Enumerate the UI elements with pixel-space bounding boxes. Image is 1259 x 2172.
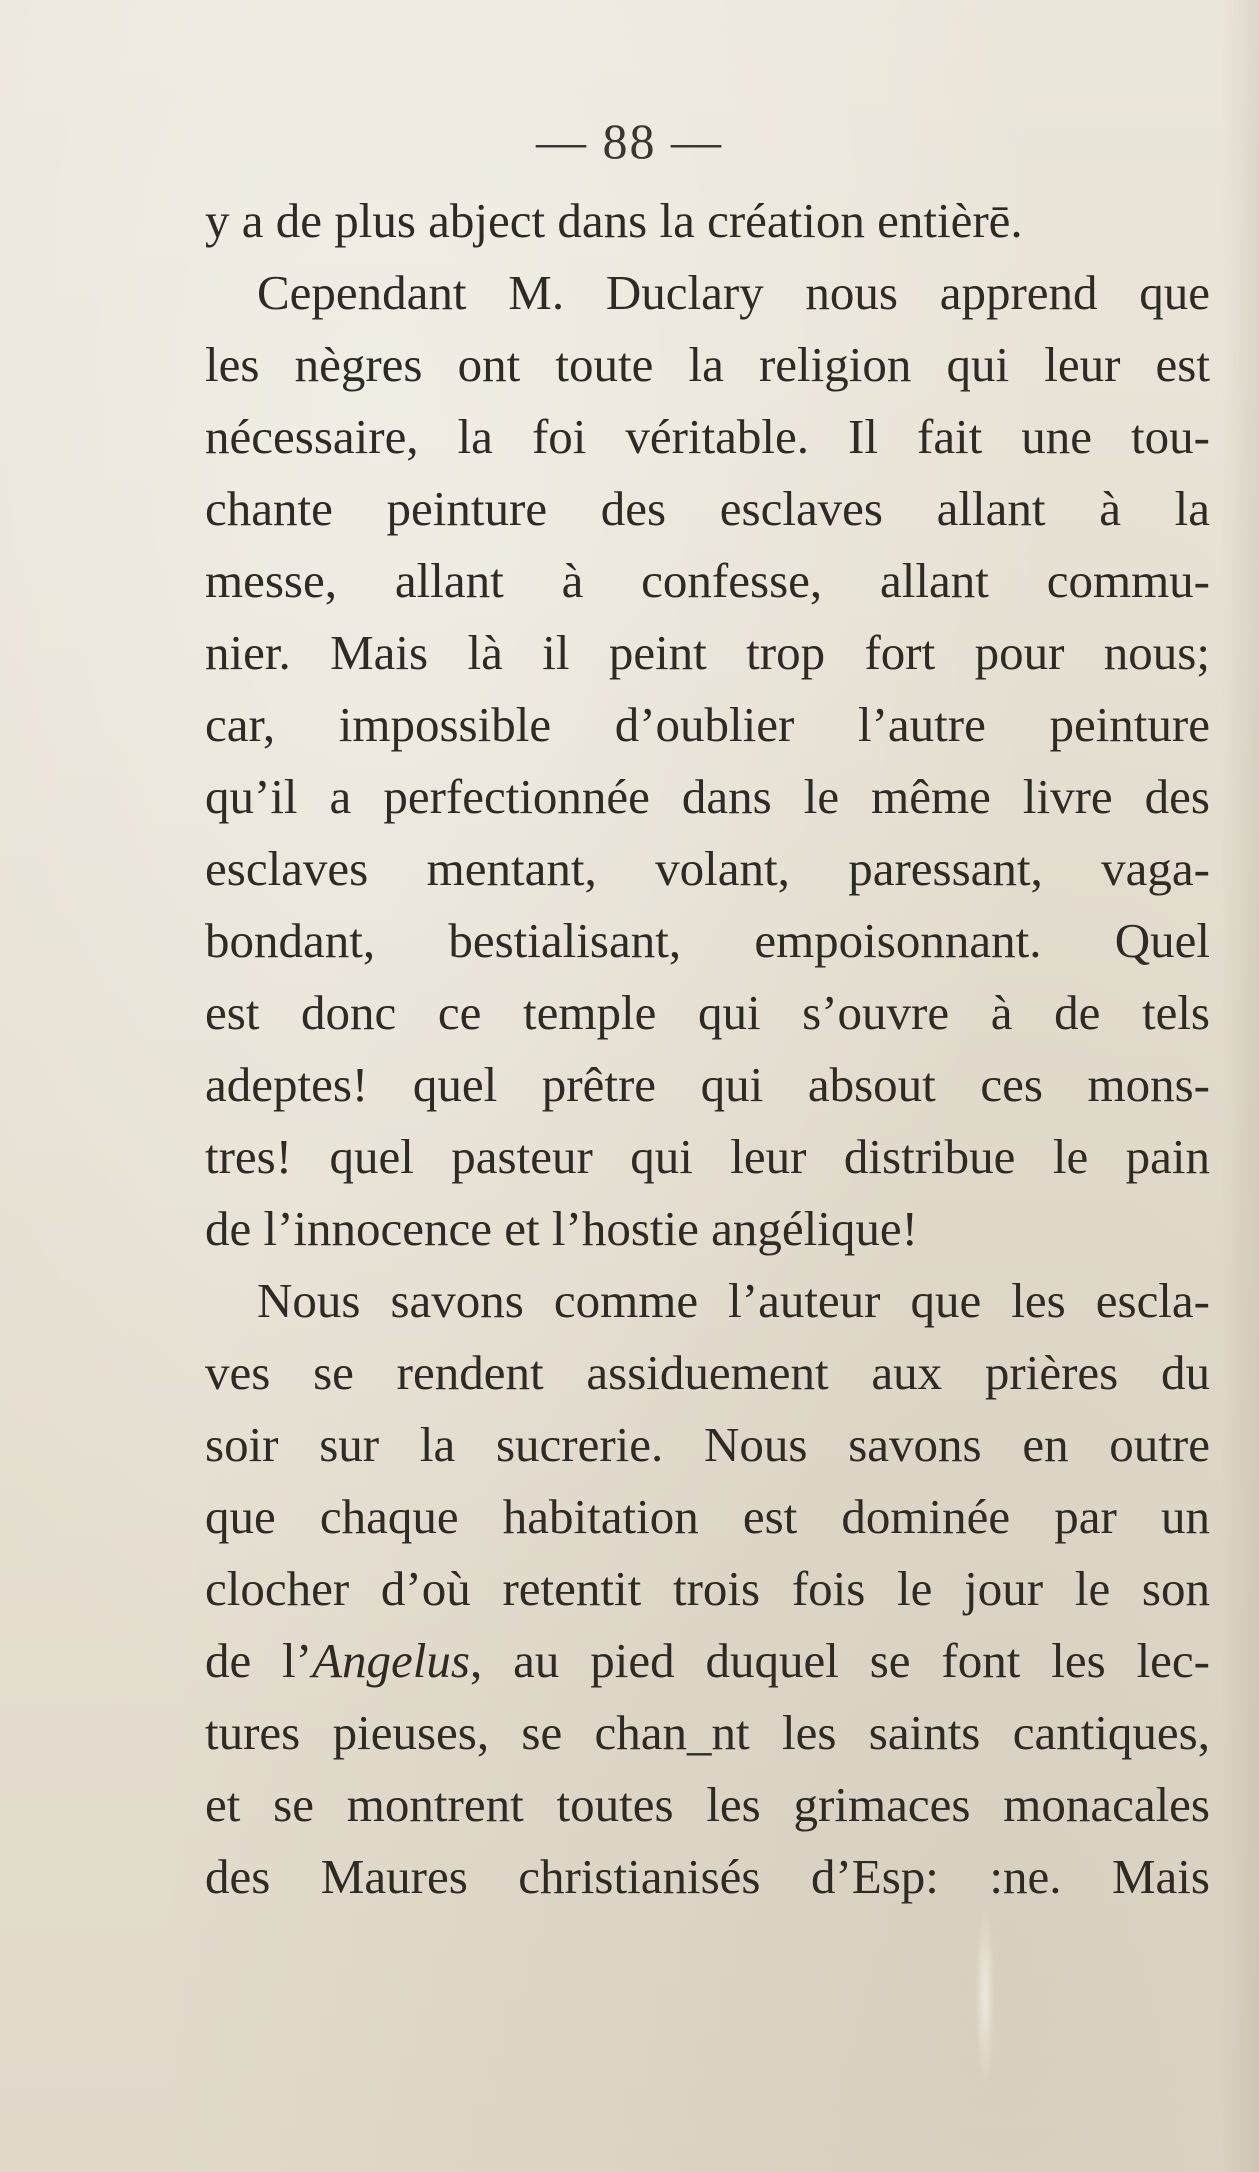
- text-line: nécessaire, la foi véritable. Il fait une tou-: [205, 409, 1210, 464]
- text-line: tures pieuses, se chan_nt les saints cantiques,: [205, 1705, 1210, 1760]
- text-line: est donc ce temple qui s’ouvre à de tels: [205, 985, 1210, 1040]
- body-text: [205, 185, 1210, 1913]
- text-line: esclaves mentant, volant, paressant, vaga-: [205, 841, 1210, 896]
- text-line: soir sur la sucrerie. Nous savons en outre: [205, 1417, 1210, 1472]
- text-line: nier. Mais là il peint trop fort pour nous;: [205, 625, 1210, 680]
- text-line: de l’innocence et l’hostie angélique!: [205, 1201, 918, 1256]
- text-line-with-italic: [205, 1625, 1210, 1697]
- text-line: clocher d’où retentit trois fois le jour le son: [205, 1561, 1210, 1616]
- paper-smudge: [975, 1905, 995, 2085]
- text-line: messe, allant à confesse, allant commu-: [205, 553, 1210, 608]
- text-line: Nous savons comme l’auteur que les escla-: [257, 1273, 1210, 1328]
- page-number: — 88 —: [536, 113, 723, 169]
- italic-term: Angelus: [312, 1633, 470, 1688]
- text-line: car, impossible d’oublier l’autre peinture: [205, 697, 1210, 752]
- text-line: adeptes! quel prêtre qui absout ces mons-: [205, 1057, 1210, 1112]
- text-line: qu’il a perfectionnée dans le même livre des: [205, 769, 1210, 824]
- text-line: et se montrent toutes les grimaces monacales: [205, 1777, 1210, 1832]
- text-line: bondant, bestialisant, empoisonnant. Quel: [205, 913, 1210, 968]
- text-line: chante peinture des esclaves allant à la: [205, 481, 1210, 536]
- page-edge-shadow: [1221, 0, 1259, 2172]
- text-line: ves se rendent assiduement aux prières du: [205, 1345, 1210, 1400]
- text-line: des Maures christianisés d’Esp: :ne. Mais: [205, 1849, 1210, 1904]
- text-line: les nègres ont toute la religion qui leur est: [205, 337, 1210, 392]
- text-line: Cependant M. Duclary nous apprend que: [257, 265, 1210, 320]
- text-line: que chaque habitation est dominée par un: [205, 1489, 1210, 1544]
- text-line: y a de plus abject dans la création entièrē.: [205, 193, 1023, 248]
- text-segment: de l’: [205, 1633, 313, 1688]
- text-segment: , au pied duquel se font les lec-: [469, 1633, 1210, 1688]
- text-line: tres! quel pasteur qui leur distribue le pain: [205, 1129, 1210, 1184]
